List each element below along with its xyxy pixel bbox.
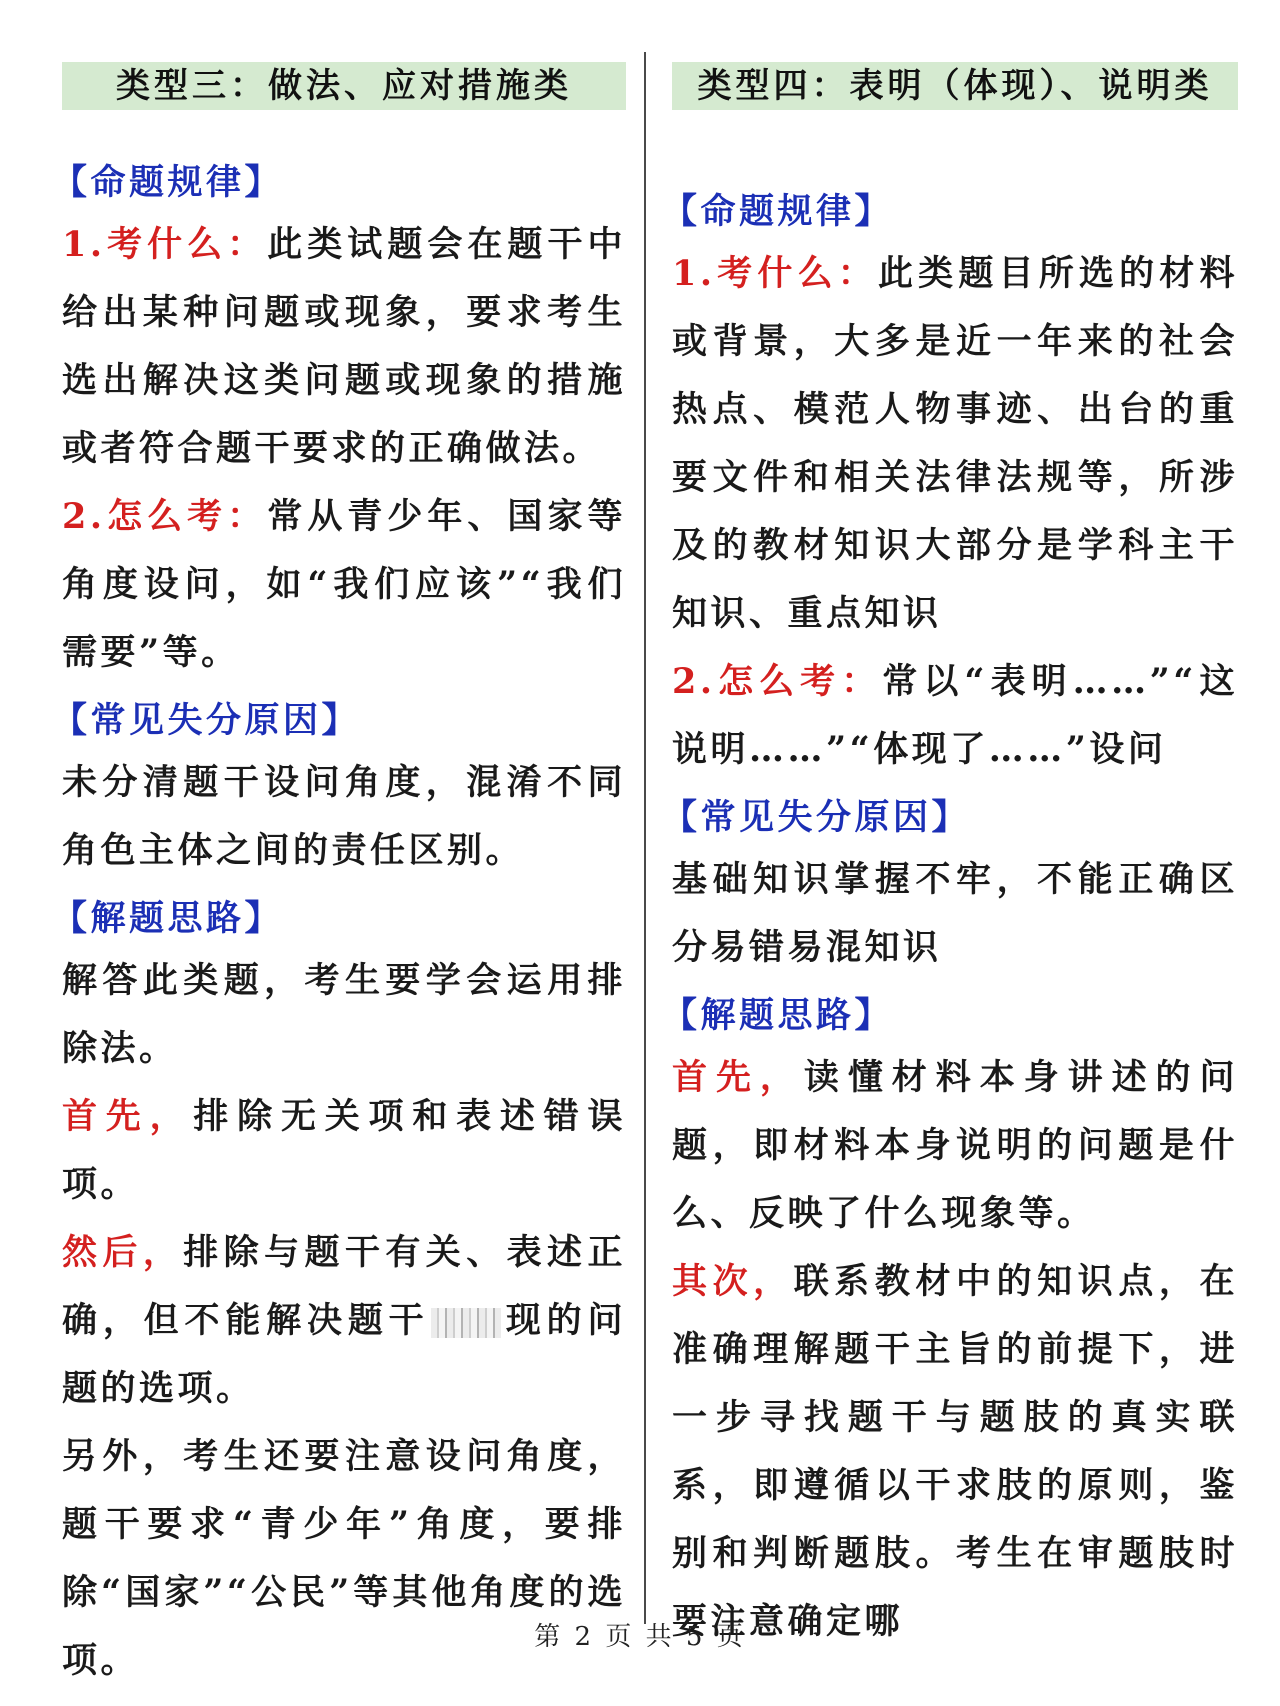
how-to-test-paragraph (62, 483, 626, 687)
approach-intro-text: 解答此类题，考生要学会运用排除法。 (62, 960, 626, 1069)
type4-header: 类型四：表明（体现）、说明类 (672, 62, 1238, 110)
section-title-mistakes: 【常见失分原因】 (662, 797, 971, 838)
section-title-mistakes: 【常见失分原因】 (52, 700, 361, 741)
second-step-text: 联系教材中的知识点，在准确理解题干主旨的前提下，进一步寻找题干与题肢的真实联系，即遵循以干求肢的原则，鉴别和判断题肢。考生在审题肢时要注意确定哪 (672, 1261, 1238, 1642)
section-title-approach: 【解题思路】 (662, 995, 894, 1036)
how-to-test-paragraph (672, 648, 1238, 784)
what-to-test-text: 此类题目所选的材料或背景，大多是近一年来的社会热点、模范人物事迹、出台的重要文件和相关法律法规等，所涉及的教材知识大部分是学科主干知识、重点知识 (672, 253, 1238, 634)
mistakes-text: 基础知识掌握不牢，不能正确区分易错易混知识 (672, 859, 1238, 968)
type4-body (662, 178, 1238, 1656)
first-step-label: 首先， (62, 1096, 194, 1137)
obscured-text-mark (431, 1308, 501, 1338)
type3-header: 类型三：做法、应对措施类 (62, 62, 626, 110)
section-title-rules: 【命题规律】 (52, 162, 284, 203)
what-to-test-label: 1.考什么： (672, 253, 878, 294)
how-to-test-label: 2.怎么考： (62, 496, 268, 537)
what-to-test-label: 1.考什么： (62, 224, 268, 265)
first-step-text: 排除无关项和表述错误项。 (62, 1096, 626, 1205)
mistakes-text: 未分清题干设问角度，混淆不同角色主体之间的责任区别。 (62, 762, 626, 871)
section-title-rules: 【命题规律】 (662, 191, 894, 232)
column-divider (644, 52, 646, 1624)
page-number-footer: 第 2 页 共 5 页 (534, 1622, 746, 1652)
first-step-text: 读懂材料本身讲述的问题，即材料本身说明的问题是什么、反映了什么现象等。 (672, 1057, 1238, 1234)
first-step-label: 首先， (672, 1057, 804, 1098)
then-step-label: 然后， (62, 1232, 184, 1273)
first-step-paragraph (672, 1044, 1238, 1248)
then-step-text-b: 现的问题的选项。 (62, 1300, 626, 1409)
what-to-test-text: 此类试题会在题干中给出某种问题或现象，要求考生选出解决这类问题或现象的措施或者符合题干要求的正确做法。 (62, 224, 626, 469)
type3-body (52, 149, 626, 1695)
then-step-paragraph (62, 1219, 626, 1423)
second-step-paragraph (672, 1248, 1238, 1656)
section-title-approach: 【解题思路】 (52, 898, 284, 939)
second-step-label: 其次， (672, 1261, 794, 1302)
how-to-test-text: 常以“表明……”“这说明……”“体现了……”设问 (672, 661, 1238, 770)
what-to-test-paragraph (672, 240, 1238, 648)
then-step-text-a: 排除与题干有关、表述正确，但不能解决题干 (62, 1232, 626, 1341)
first-step-paragraph (62, 1083, 626, 1219)
additionally-text: 另外，考生还要注意设问角度，题干要求“青少年”角度，要排除“国家”“公民”等其他角度的选项。 (62, 1436, 626, 1681)
what-to-test-paragraph (62, 211, 626, 483)
how-to-test-label: 2.怎么考： (672, 661, 883, 702)
how-to-test-text: 常从青少年、国家等角度设问，如“我们应该”“我们需要”等。 (62, 496, 626, 673)
